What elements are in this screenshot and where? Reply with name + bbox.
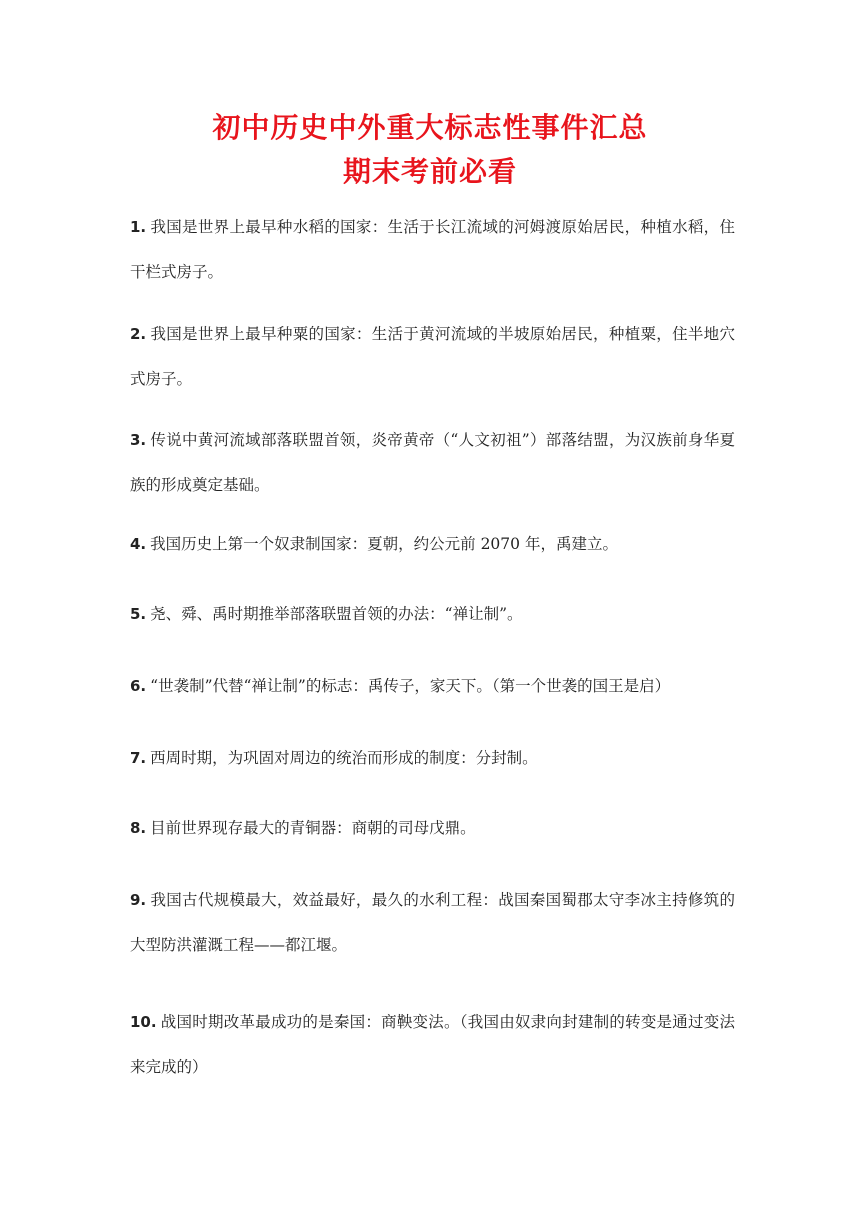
list-item [130,806,735,851]
list-item [130,522,735,567]
list-item [130,418,735,508]
item-number: 3. [130,431,147,449]
item-text: 战国时期改革最成功的是秦国：商鞅变法。（我国由奴隶向封建制的转变是通过变法来完成的） [130,1013,735,1076]
item-number: 2. [130,325,147,343]
list-item [130,878,735,968]
item-number: 9. [130,891,147,909]
item-text: 我国是世界上最早种粟的国家：生活于黄河流域的半坡原始居民，种植粟，住半地穴式房子。 [130,325,735,388]
list-item [130,205,735,295]
item-number: 7. [130,749,147,767]
item-number: 10. [130,1013,157,1031]
list-item [130,664,735,709]
list-item [130,736,735,781]
item-text: 我国历史上第一个奴隶制国家：夏朝，约公元前 2070 年，禹建立。 [150,535,618,553]
item-text: 传说中黄河流域部落联盟首领，炎帝黄帝（“人文初祖”）部落结盟，为汉族前身华夏族的形成奠定基础。 [130,431,735,494]
item-text: 西周时期，为巩固对周边的统治而形成的制度：分封制。 [150,749,538,767]
item-text: 我国古代规模最大，效益最好，最久的水利工程：战国秦国蜀郡太守李冰主持修筑的大型防洪灌溉工程——都江堰。 [130,891,735,954]
item-text: 尧、舜、禹时期推举部落联盟首领的办法：“禅让制”。 [150,605,523,623]
item-text: “世袭制”代替“禅让制”的标志：禹传子，家天下。（第一个世袭的国王是启） [150,677,671,695]
item-text: 我国是世界上最早种水稻的国家：生活于长江流域的河姆渡原始居民，种植水稻，住干栏式房子。 [130,218,735,281]
document-subtitle: 期末考前必看 [342,155,517,188]
list-item [130,1000,735,1090]
item-number: 1. [130,218,147,236]
list-item [130,312,735,402]
item-text: 目前世界现存最大的青铜器：商朝的司母戊鼎。 [150,819,476,837]
list-item [130,592,735,637]
item-number: 4. [130,535,147,553]
item-number: 6. [130,677,147,695]
item-number: 5. [130,605,147,623]
item-number: 8. [130,819,147,837]
document-title: 初中历史中外重大标志性事件汇总 [212,111,648,144]
